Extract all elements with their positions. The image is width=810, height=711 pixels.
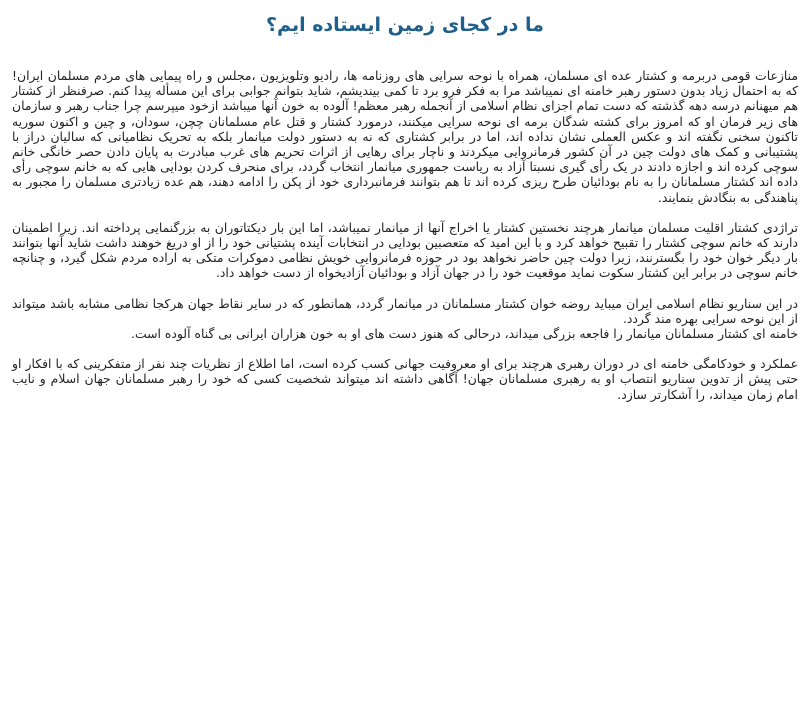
article-paragraph-2: تراژدی کشتار اقلیت مسلمان میانمار هرچند نخستین کشتار یا اخراج آنها از میانمار نمیباشد، اما این بار دیکتاتوران به بزرگنمایی پرداخته اند. زیرا اطمینان دارند که خانم سوچی کشتار را تقبیح خواهد کرد و با این امید که متعصبین بودایی در انتخابات آینده پشتیانی خود را از او دریغ خوهند داشت شاید آنها بتوانند بار دیگر خوان خود را بگسترنند، زیرا دولت چین حاضر نخواهد بود در حوزه فرمانروایی خویش نظامی دموکرات متکی به اراده مردم شکل گیرد، و چنانچه خانم سوچی در برابر این کشتار سکوت نماید موقعیت خود را در جهان آزاد و بودائیان آزادیخواه از دست خواهد داد.	[12, 219, 798, 281]
article-paragraph-5: عملکرد و خودکامگی خامنه ای در دوران رهبری هرچند برای او معروفیت جهانی کسب کرده است، اما اطلاع از نظریات چند نفر از متفکرینی که با افکار او حتی پیش از تدوین سناریو انتصاب او به رهبری مسلمانان جهان! آگاهی داشته اند میتواند شخصیت کسی که خود را رهبر مسلمانان جهان اسلام و نایب امام زمان میداند، را آشکارتر سازد.	[12, 356, 798, 402]
article	[12, 10, 798, 417]
article-paragraph-3: در این سناریو نظام اسلامی ایران میباید روضه خوان کشتار مسلمانان در میانمار گردد، همانطور که در سایر نقاط جهان هرکجا نظامی مشابه باشد میتواند از این نوحه سرایی بهره مند گردد.	[12, 295, 798, 326]
article-paragraph-4: خامنه ای کشتار مسلمانان میانمار را فاجعه بزرگی میداند، درحالی که هنوز دست های او به خون هزاران ایرانی بی گناه آلوده است.	[131, 326, 798, 342]
article-paragraph-1: منازعات قومی دربرمه و کشتار عده ای مسلمان، همراه با نوحه سرایی های روزنامه ها، رادیو وتلویزیون ،مجلس و راه پیمایی های مردم مسلمان ایران! که به احتمال زیاد بدون دستور رهبر خامنه ای نمیباشد مرا به فکر فرو برد تا کمی بیندیشم، شاید بتوانم جوابی برای این مسأله پیدا کنم. صرفنظر از کشتار هم میهنانم درسه دهه گذشته که دست تمام اجزای نظام اسلامی از آنجمله رهبر معظم! آلوده به خون آنها میباشد ازخود میپرسم چرا جناب رهبر و سازمان های زیر فرمان او که امروز برای کشته شدگان برمه ای نوحه سرایی میکنند، درمورد کشتار و قتل عام مسلمانان چچن، سودان، و چین و اکنون سوریه تاکنون سخنی نگفته اند و عکس العملی نشان نداده اند، اما در برابر کشتاری که نه به دستور دولت میانمار بلکه به تحریک نظامیانی که سالیان دراز با پشتیبانی و کمک های دولت چین در آن کشور فرمانروایی میکردند و ناچار برای رهایی از اثرات تحریم های غرب مبادرت به پایان دادن حصر خانگی خانم سوچی کرده اند و اجازه دادند در یک رأی گیری نسبتا آزاد به ریاست جمهوری میانمار انتخاب گردد، برای منحرف کردن بودایی هایی که به خانم سوچی رأی داده اند کشتار مسلمانان را به نام بودائیان طرح ریزی کرده اند تا هم بتوانند فرمانبرداری خود از پکن را ادامه دهند، هم عده زیادتری مسلمان را مجبور به پناهندگی به بنگادش بنمایند.	[12, 68, 798, 205]
article-title: ما در کجای زمین ایستاده ایم؟	[266, 14, 544, 36]
